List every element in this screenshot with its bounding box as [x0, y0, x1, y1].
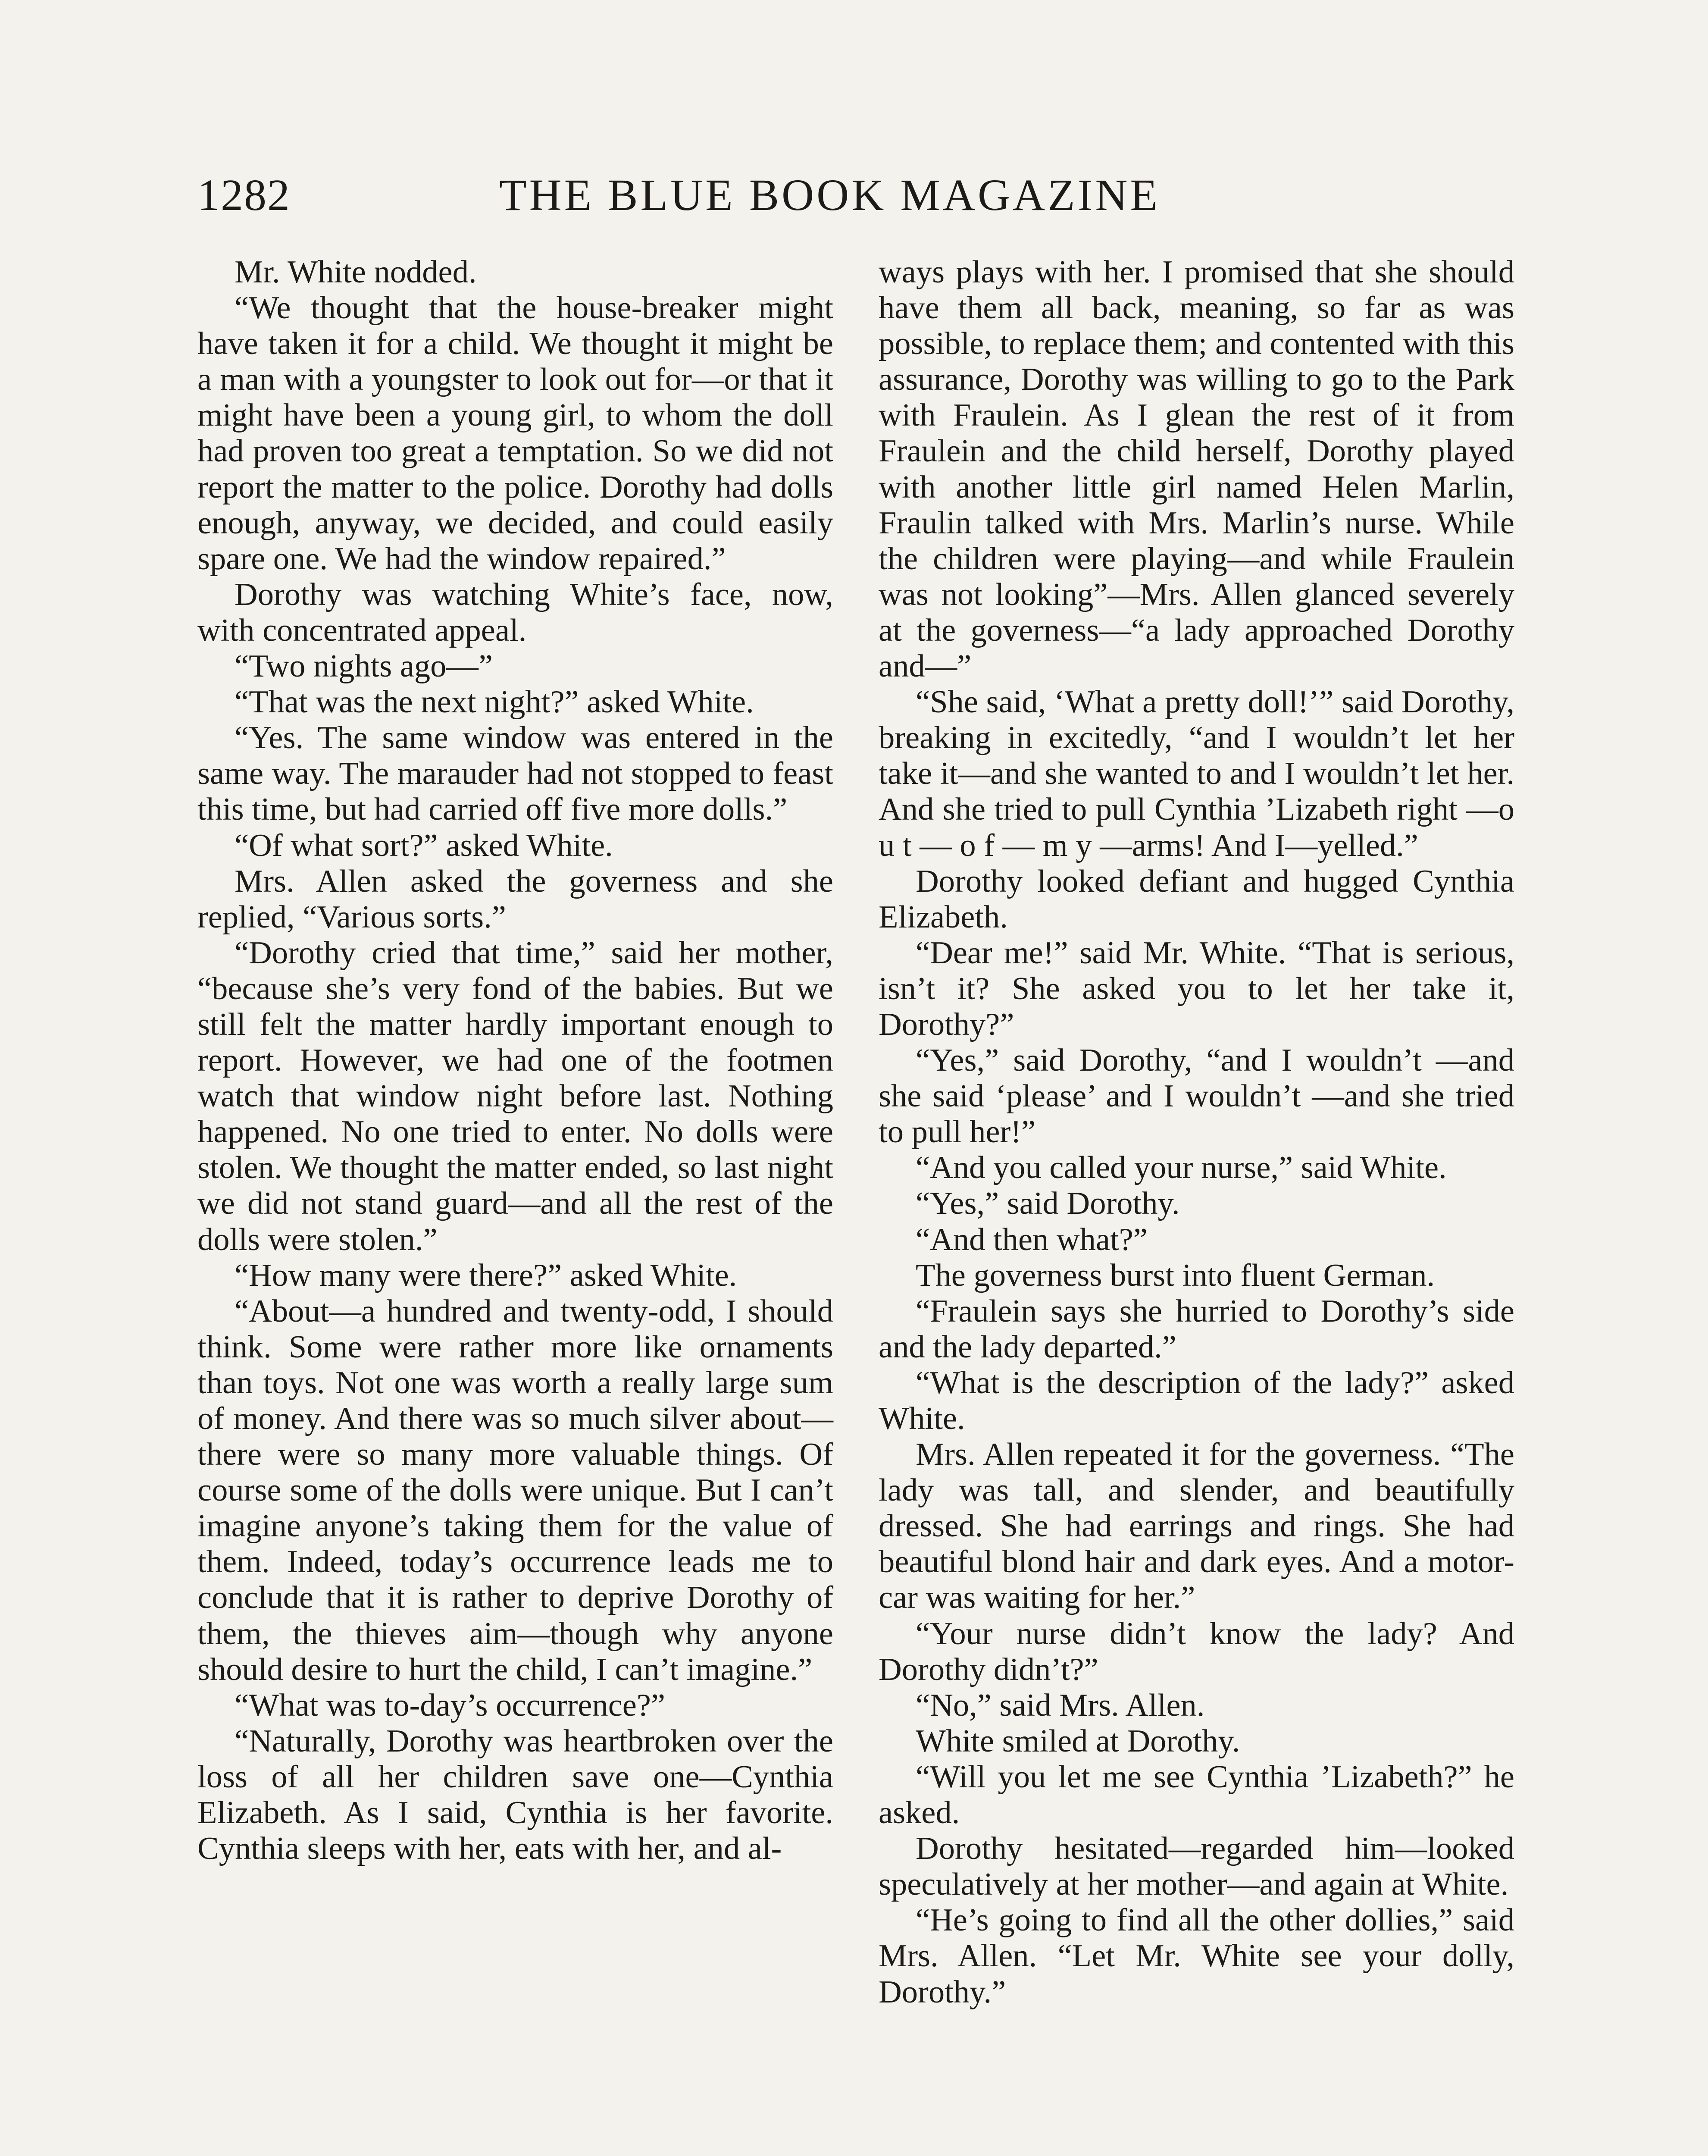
- paragraph: Mrs. Allen asked the governess and she replied, “Various sorts.”: [197, 863, 833, 935]
- page-number: 1282: [197, 170, 291, 220]
- paragraph: Mrs. Allen repeated it for the governess. “The lady was tall, and slender, and beautifully dressed. She had earrings and rings. She had beautiful blond hair and dark eyes. And a motor-car was waiting for her.”: [879, 1437, 1514, 1616]
- paragraph: “She said, ‘What a pretty doll!’” said Dorothy, breaking in excitedly, “and I wouldn’t let her take it—and she wanted to and I wouldn’t let her. And she tried to pull Cynthia ’Lizabeth right —o u t — o f — m y —arms! And I—yelled.”: [879, 684, 1514, 863]
- paragraph: “Of what sort?” asked White.: [235, 827, 613, 863]
- paragraph: “Two nights ago—”: [235, 649, 493, 684]
- left-column: [197, 254, 833, 1867]
- running-head: THE BLUE BOOK MAGAZINE: [499, 170, 1160, 220]
- paragraph: “Yes,” said Dorothy.: [916, 1186, 1180, 1222]
- page-header: [197, 167, 1204, 232]
- paragraph: “Yes. The same window was entered in the same way. The marauder had not stopped to feast this time, but had carried off five more dolls.”: [197, 720, 833, 827]
- paragraph: “We thought that the house-breaker might have taken it for a child. We thought it might be a man with a youngster to look out for—or that it might have been a young girl, to whom the doll had proven too great a temptation. So we did not report the matter to the police. Dorothy had dolls enough, anyway, we decided, and could easily spare one. We had the window repaired.”: [197, 290, 833, 577]
- paragraph: “That was the next night?” asked White.: [235, 684, 754, 720]
- paragraph: “Dear me!” said Mr. White. “That is serious, isn’t it? She asked you to let her take it, Dorothy?”: [879, 935, 1514, 1042]
- paragraph: “Fraulein says she hurried to Dorothy’s side and the lady departed.”: [879, 1293, 1514, 1365]
- paragraph: “Your nurse didn’t know the lady? And Dorothy didn’t?”: [879, 1616, 1514, 1687]
- paragraph: Dorothy looked defiant and hugged Cynthia Elizabeth.: [879, 863, 1514, 935]
- paragraph: ways plays with her. I promised that she should have them all back, meaning, so far as was possible, to replace them; and contented with this assurance, Dorothy was willing to go to the Park with Fraulein. As I glean the rest of it from Fraulein and the child herself, Dorothy played with another little girl named Helen Marlin, Fraulin talked with Mrs. Marlin’s nurse. While the children were playing—and while Fraulein was not looking”—Mrs. Allen glanced severely at the governess—“a lady approached Dorothy and—”: [879, 254, 1514, 684]
- paragraph: “What is the description of the lady?” asked White.: [879, 1365, 1514, 1436]
- paragraph: “He’s going to find all the other dollies,” said Mrs. Allen. “Let Mr. White see your dolly, Dorothy.”: [879, 1902, 1514, 2010]
- paragraph: “What was to-day’s occurrence?”: [235, 1687, 665, 1723]
- paragraph: Dorothy was watching White’s face, now, with concentrated appeal.: [197, 577, 833, 648]
- paragraph: “Yes,” said Dorothy, “and I wouldn’t —and she said ‘please’ and I wouldn’t —and she tried to pull her!”: [879, 1043, 1514, 1150]
- paragraph: The governess burst into fluent German.: [916, 1257, 1435, 1293]
- paragraph: White smiled at Dorothy.: [916, 1723, 1240, 1759]
- paragraph: “Naturally, Dorothy was heartbroken over the loss of all her children save one—Cynthia Elizabeth. As I said, Cynthia is her favorite. Cynthia sleeps with her, eats with her, and al-: [197, 1723, 833, 1867]
- paragraph: “How many were there?” asked White.: [235, 1257, 737, 1293]
- paragraph: “No,” said Mrs. Allen.: [916, 1687, 1205, 1723]
- paragraph: “And you called your nurse,” said White.: [916, 1150, 1447, 1186]
- paragraph: Mr. White nodded.: [235, 254, 477, 290]
- paragraph: “About—a hundred and twenty-odd, I should think. Some were rather more like ornaments than toys. Not one was worth a really large sum of money. And there was so much silver about—there were so many more valuable things. Of course some of the dolls were unique. But I can’t imagine anyone’s taking them for the value of them. Indeed, today’s occurrence leads me to conclude that it is rather to deprive Dorothy of them, the thieves aim—though why anyone should desire to hurt the child, I can’t imagine.”: [197, 1293, 833, 1687]
- paragraph: “Dorothy cried that time,” said her mother, “because she’s very fond of the babies. But we still felt the matter hardly important enough to report. However, we had one of the footmen watch that window night before last. Nothing happened. No one tried to enter. No dolls were stolen. We thought the matter ended, so last night we did not stand guard—and all the rest of the dolls were stolen.”: [197, 935, 833, 1257]
- right-column: [879, 254, 1514, 2010]
- paragraph: “And then what?”: [916, 1222, 1148, 1257]
- paragraph: Dorothy hesitated—regarded him—looked speculatively at her mother—and again at White.: [879, 1831, 1514, 1902]
- paragraph: “Will you let me see Cynthia ’Lizabeth?” he asked.: [879, 1759, 1514, 1831]
